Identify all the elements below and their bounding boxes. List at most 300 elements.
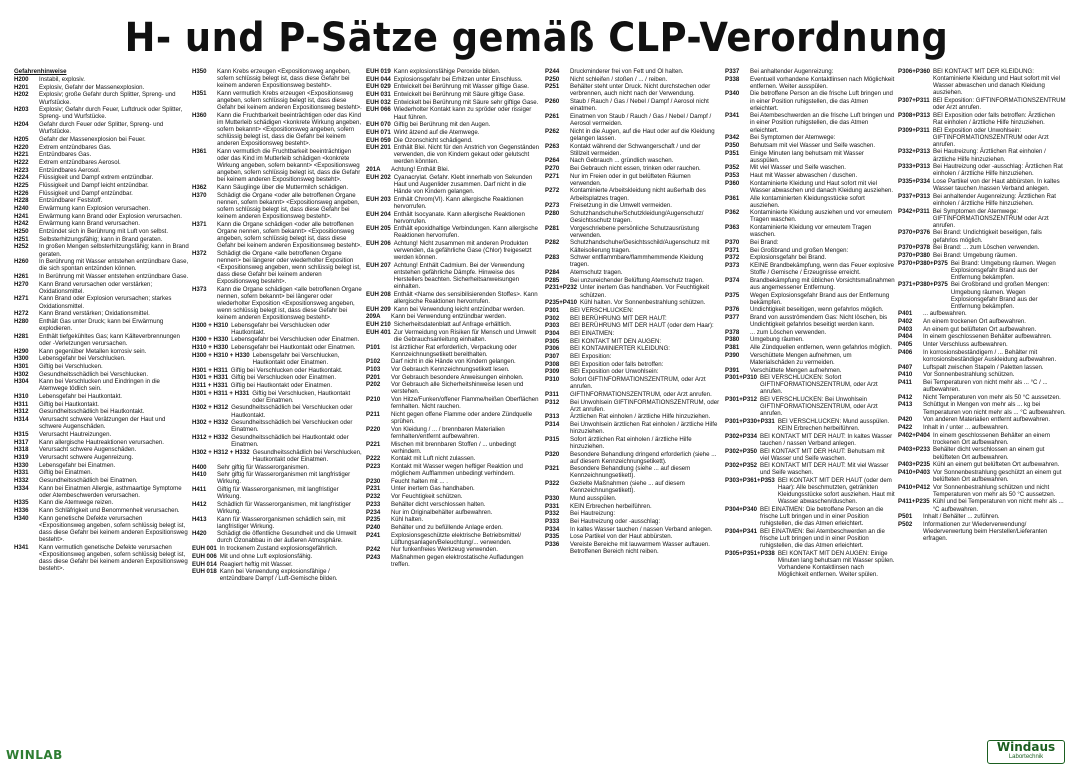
statement-code: P223 [366, 462, 381, 470]
statement-entry [14, 243, 189, 257]
statement-entry [14, 220, 189, 227]
statement-entry [545, 510, 721, 517]
statement-text: Mit viel Wasser und Seife waschen. [750, 164, 846, 172]
statement-code: P363 [725, 224, 740, 232]
statement-entry [192, 486, 362, 500]
statement-code: P335+P334 [898, 177, 931, 185]
statement-entry [192, 449, 362, 463]
statement-code: H340 [14, 514, 29, 522]
statement-code: EUH 044 [366, 75, 391, 83]
statement-entry [14, 84, 189, 91]
statement-code: P420 [898, 416, 913, 424]
statement-code: EUH 019 [366, 68, 391, 75]
statement-text: Bei Temperaturen von nicht mehr als ... °C / ... aufbewahren. [923, 379, 1048, 394]
statement-text: Achtung! Enthält Cadmium. Bei der Verwendung entstehen gefährliche Dämpfe. Hinweise des Herstellers beachten. Sicherheitsanweisungen einhalten. [393, 261, 525, 291]
statement-entry [192, 192, 362, 220]
statement-code: H200 [14, 76, 29, 84]
statement-entry [14, 273, 189, 280]
statement-text: Kann Schläfrigkeit und Benommenheit verursachen. [39, 507, 180, 515]
statement-text: Kann vermutlich Krebs erzeugen <Expositionsweg angeben, sofern schlüssig belegt ist, dass diese Gefahr bei keinem anderen Expositionsweg besteht>. [217, 89, 362, 112]
statement-text: Freisetzung in die Umwelt vermeiden. [570, 202, 672, 210]
statement-entry [545, 187, 721, 201]
statement-code: P501 [898, 513, 913, 521]
statement-code: P244 [545, 68, 560, 75]
statement-entry [14, 91, 189, 105]
statement-entry [545, 518, 721, 525]
statement-entry [192, 561, 362, 568]
statement-text: Alle Zündquellen entfernen, wenn gefahrlos möglich. [750, 344, 892, 352]
statement-code: P301+P310 [725, 374, 758, 382]
statement-code: P202 [366, 381, 381, 389]
statement-text: Vor Gebrauch alle Sicherheitshinweise lesen und verstehen. [391, 381, 524, 396]
statement-entry [898, 513, 1066, 520]
statement-code: H302 + H312 [192, 404, 229, 412]
statement-code: H226 [14, 189, 29, 197]
statement-entry [192, 471, 362, 485]
statement-code: P370+P380 [898, 251, 931, 259]
statement-text: Erwärmung kann Explosion verursachen. [39, 205, 151, 212]
statement-code: H304 [14, 378, 29, 386]
statement-code: P210 [366, 396, 381, 404]
statement-code: H300 + H330 [192, 336, 229, 344]
statement-text: Atemschutz tragen. [570, 269, 623, 277]
statement-text: Vor Sonnenbestrahlung schützen und nicht Temperaturen von mehr als 50 °C aussetzen. [933, 483, 1056, 498]
statement-code: P378 [725, 328, 740, 336]
statement-entry [366, 501, 541, 508]
statement-code: EUH 207 [366, 261, 391, 269]
statement-text: Giftig bei Berührung mit den Augen. [393, 121, 491, 129]
statement-entry [14, 174, 189, 181]
statement-text: Schüttgut in Mengen von mehr als ... kg bei Temperaturen von nicht mehr als ... °C aufbewahren. [923, 401, 1066, 416]
statement-entry [545, 202, 721, 209]
statement-entry [725, 247, 895, 254]
statement-text: BEI BERÜHRUNG MIT DER HAUT (oder dem Haar): [570, 322, 714, 330]
statement-text: BEI Exposition: [570, 353, 612, 360]
statement-code: P403+P233 [898, 446, 931, 454]
statement-entry [192, 404, 362, 418]
statement-code: P370+P376 [898, 229, 931, 237]
statement-code: P333+P313 [898, 163, 931, 171]
statement-entry [898, 349, 1066, 363]
statement-code: P405 [898, 341, 913, 349]
statement-entry [898, 112, 1066, 126]
statement-code: H361 [192, 147, 207, 155]
statement-code: P341 [725, 112, 740, 120]
statement-entry [725, 90, 895, 111]
statement-entry [366, 463, 541, 477]
statement-code: EUH 204 [366, 210, 391, 218]
statement-code: P260 [545, 98, 560, 106]
statement-entry [192, 553, 362, 560]
statement-text: Bei Brand: Umgebung räumen. [933, 251, 1018, 259]
statement-entry [725, 195, 895, 209]
statement-text: Explosionsgefahr bei Erhitzen unter Einschluss. [393, 75, 523, 83]
statement-entry [14, 348, 189, 355]
statement-entry [366, 493, 541, 500]
statement-text: Verursacht schwere Augenreizung. [39, 453, 134, 461]
statement-code: H334 [14, 484, 29, 492]
statement-entry [725, 448, 895, 462]
statement-entry [898, 333, 1066, 340]
statement-code: P314 [545, 421, 560, 428]
statement-code: H319 [14, 453, 29, 461]
statement-entry [725, 142, 895, 149]
statement-code: EUH 206 [366, 240, 391, 248]
statement-code: P235 [366, 516, 381, 524]
statement-code: EUH 210 [366, 321, 391, 329]
statement-code: H252 [14, 243, 29, 251]
statement-entry [366, 91, 541, 98]
statement-code: P334 [545, 525, 560, 533]
section-heading: Gefahrenhinweise [14, 68, 67, 75]
statement-code: H251 [14, 235, 29, 243]
statement-text: Entzündbares Aerosol. [39, 166, 101, 174]
statement-text: Kühl und bei Temperaturen von nicht mehr als ... °C aufbewahren. [932, 498, 1064, 513]
statement-entry [14, 236, 189, 243]
statement-code: H302 [14, 370, 29, 378]
statement-text: Flüssigkeit und Dampf leicht entzündbar. [39, 181, 149, 189]
statement-entry [545, 315, 721, 322]
statement-code: EUH 208 [366, 290, 391, 298]
statement-code: P380 [725, 336, 740, 344]
statement-entry [366, 68, 541, 75]
statement-code: P304+P341 [725, 528, 758, 535]
statement-entry [545, 503, 721, 510]
statement-entry [14, 121, 189, 135]
statement-code: H280 [14, 317, 29, 325]
statement-entry [725, 314, 895, 328]
statement-entry [366, 546, 541, 553]
statement-code: H271 [14, 295, 29, 303]
statement-text: Bei Brand: Umgebung räumen. Wegen Explosionsgefahr Brand aus der Entfernung bekämpfen. [950, 259, 1056, 281]
statement-text: BEI KONTAKT MIT DER HAUT: Behutsam mit viel Wasser und Seife waschen. [760, 447, 885, 462]
statement-text: Bei anhaltender Augenreizung: [750, 68, 834, 75]
statement-text: Wiederholter Kontakt kann zu spröder oder rissiger Haut führen. [393, 106, 532, 121]
statement-text: Sehr giftig für Wasserorganismen mit langfristiger Wirkung. [217, 471, 351, 486]
statement-text: Explosiv; große Gefahr durch Splitter, Spreng- und Wurfstücke. [39, 91, 176, 106]
statement-text: Nur im Freien oder in gut belüfteten Räumen verwenden. [570, 172, 691, 187]
statement-code: P303+P361+P353 [725, 477, 775, 485]
statement-code: H272 [14, 310, 29, 318]
statement-entry [14, 310, 189, 317]
statement-code: P222 [366, 455, 381, 463]
statement-code: EUH 014 [192, 560, 217, 568]
statement-entry [192, 68, 362, 89]
statement-text: Verschüttete Mengen aufnehmen, um Materialschäden zu vermeiden. [750, 351, 852, 366]
statement-text: Instabil, explosiv. [39, 76, 85, 84]
statement-code: P402+P404 [898, 431, 931, 439]
statement-text: Sofort GIFTINFORMATIONSZENTRUM, oder Arzt anrufen. [570, 376, 706, 391]
statement-text: Bei Unwohlsein GIFTINFORMATIONSZENTRUM, oder Arzt anrufen. [570, 398, 720, 413]
statement-text: Wirkt ätzend auf die Atemwege. [393, 128, 480, 136]
statement-text: Lebensgefahr bei Verschlucken oder Hautkontakt. [231, 321, 331, 336]
statement-text: Schwer entflammbare/flammhemmende Kleidung tragen. [570, 254, 704, 269]
statement-entry [14, 499, 189, 506]
statement-text: Lose Partikel von der Haut abbürsten. In kaltes Wasser tauchen /nassen Verband anlegen. [933, 177, 1060, 193]
statement-code: P410+P412 [898, 483, 931, 491]
statement-code: H301 + H311 [192, 366, 228, 374]
statement-entry [725, 367, 895, 374]
statement-entry [545, 465, 721, 479]
statement-code: P411 [898, 379, 912, 386]
statement-text: BEI Exposition oder Unwohlsein: [570, 368, 659, 376]
statement-code: H341 [14, 543, 29, 551]
statement-code: P307+P311 [898, 96, 930, 104]
statement-text: Enthält tiefgekühltes Gas; kann Kälteverbrennungen oder -Verletzungen verursachen. [39, 332, 180, 347]
statement-code: P502 [898, 520, 913, 528]
statement-entry [192, 545, 362, 552]
statement-text: Haut mit Wasser abwaschen / duschen. [750, 172, 858, 180]
statement-code: EUH 032 [366, 98, 391, 106]
statement-text: Behutsam mit viel Wasser und Seife waschen. [750, 141, 876, 149]
statement-entry [14, 281, 189, 295]
statement-text: Entwickelt bei Berührung mit Säure giftige Gase. [393, 91, 525, 99]
statement-entry [366, 99, 541, 106]
statement-code: P308 [545, 360, 560, 368]
statement-text: Lebensgefahr bei Verschlucken oder Einatmen. [231, 336, 360, 344]
statement-text: Bei Symptomen der Atemwege: [750, 134, 836, 142]
statement-code: H318 [14, 446, 29, 454]
statement-entry [725, 134, 895, 141]
statement-text: Giftig bei Verschlucken oder Einatmen. [231, 374, 337, 382]
statement-text: Enthält <Name des sensibilisierenden Stoffes>. Kann allergische Reaktionen hervorrufen. [393, 290, 538, 305]
statement-text: Extrem entzündbares Aerosol. [39, 158, 121, 166]
statement-entry [898, 484, 1066, 498]
statement-code: H224 [14, 174, 29, 182]
statement-entry [14, 462, 189, 469]
statement-text: KEINE Brandbekämpfung, wenn das Feuer explosive Stoffe / Gemische / Erzeugnisse erreicht. [750, 261, 894, 277]
statement-code: P370+P378 [898, 244, 931, 252]
statement-text: In einem geschlossenen Behälter aufbewahren. [923, 333, 1052, 341]
statement-entry [545, 533, 721, 540]
statement-code: P340 [725, 90, 740, 98]
statement-entry [14, 205, 189, 212]
statement-entry [366, 174, 541, 195]
statement-text: Brandbekämpfung mit üblichen Vorsichtsmaßnahmen aus angemessener Entfernung. [750, 276, 895, 291]
statement-entry [898, 326, 1066, 333]
statement-text: Die betroffene Person an die frische Luft bringen und in einer Position ruhigstellen, die das Atmen erleichtert. [750, 90, 893, 112]
statement-entry [366, 485, 541, 492]
statement-code: EUH 031 [366, 91, 391, 99]
statement-entry [545, 330, 721, 337]
statement-code: P309 [545, 368, 560, 376]
statement-text: Enthält Gas unter Druck; kann bei Erwärmung explodieren. [39, 317, 164, 333]
statement-text: ... aufbewahren. [923, 310, 967, 318]
statement-entry [192, 501, 362, 515]
statement-text: Entzündet sich in Berührung mit Luft von selbst. [39, 228, 169, 236]
statement-text: Kann vermutlich die Fruchtbarkeit beeinträchtigen oder das Kind im Mutterleib schädigen <konkrete Wirkung angeben, sofern bekannt> <Expositionsweg angeben, sofern schlüssig belegt ist, dass die Gefahr bei keinem anderen Expositionsweg besteht>. [217, 147, 361, 184]
statement-text: BEI VERSCHLUCKEN: Mund ausspülen. KEIN Erbrechen herbeiführen. [777, 418, 890, 433]
statement-entry [366, 240, 541, 261]
statement-code: H302 + H312 + H332 [192, 448, 250, 456]
statement-code: P350 [725, 141, 740, 149]
statement-code: EUH 070 [366, 121, 391, 129]
statements-columns [14, 68, 1066, 748]
statement-text: Sofort ärztlichen Rat einholen / ärztliche Hilfe hinzuziehen. [570, 435, 692, 450]
statement-code: P402 [898, 318, 913, 326]
statement-code: P264 [545, 157, 560, 165]
statement-entry [14, 295, 189, 309]
statement-text: Cyanacrylat. Gefahr. Klebt innerhalb von Sekunden Haut und Augenlider zusammen. Darf nicht in die Hände von Kindern gelangen. [393, 173, 533, 196]
statement-text: Lebensgefahr bei Einatmen. [39, 461, 116, 469]
statement-entry [14, 485, 189, 499]
statement-entry [545, 284, 721, 298]
statement-entry [545, 495, 721, 502]
statement-text: Nach Gebrauch ... gründlich waschen. [570, 157, 674, 165]
statement-text: Unter Verschluss aufbewahren. [923, 341, 1008, 349]
statement-entry [725, 239, 895, 246]
statement-code: P310 [545, 376, 560, 384]
statement-code: H330 [14, 461, 29, 469]
statement-entry [366, 121, 541, 128]
statement-text: Vor Sonnenbestrahlung geschützt an einem gut belüfteten Ort aufbewahren. [933, 468, 1062, 483]
statement-code: P321 [545, 465, 560, 473]
statement-text: Gesundheitsschädlich bei Verschlucken oder Hautkontakt. [231, 404, 353, 419]
statement-code: P273 [545, 202, 560, 210]
statement-entry [366, 129, 541, 136]
statement-code: P282 [545, 239, 560, 247]
column-5 [725, 68, 895, 748]
statement-text: Giftig bei Hautkontakt oder Einatmen. [230, 381, 333, 389]
statement-code: P302 [545, 314, 560, 322]
statement-entry [898, 424, 1066, 431]
statement-code: P335 [545, 533, 560, 541]
statement-entry [192, 434, 362, 448]
statement-code: P332+P313 [898, 148, 931, 156]
statement-entry [192, 568, 362, 582]
statement-text: Druckminderer frei von Fett und Öl halten. [570, 68, 684, 75]
statement-text: Schädlich für Wasserorganismen, mit langfristiger Wirkung. [217, 500, 351, 515]
statement-text: Enthält Blei. Nicht für den Anstrich von Gegenständen verwenden, die von Kindern gekaut oder gelutscht werden könnten. [393, 144, 540, 166]
statement-entry [898, 178, 1066, 192]
statement-code: P103 [366, 366, 381, 373]
statement-text: Kann die Organe schädigen <oder alle betroffenen Organe nennen, sofern bekannt> <Expositionsweg angeben, sofern schlüssig belegt ist, dass diese Gefahr bei keinem anderen Expositionsweg besteht>. [217, 220, 362, 249]
statement-entry [725, 306, 895, 313]
statement-entry [898, 432, 1066, 446]
statement-text: Vereiste Bereiche mit lauwarmem Wasser auftauen. Betroffenen Bereich nicht reiben. [570, 541, 710, 556]
statement-text: Nicht in die Augen, auf die Haut oder auf die Kleidung gelangen lassen. [570, 127, 715, 142]
statement-text: BEI VERSCHLUCKEN: [570, 306, 634, 314]
statement-entry [725, 528, 895, 549]
statement-code: H223 [14, 166, 29, 174]
statement-code: P407 [898, 363, 913, 371]
statement-text: Vor Sonnenbestrahlung schützen. [923, 371, 1015, 379]
statement-text: Kann die Organe schädigen <alle betroffenen Organe nennen, sofern bekannt> bei längerer oder wiederholter Exposition <Expositionsweg angeben, wenn schlüssig belegt ist, dass diese Gefahr bei keinem anderen Expositionsweg besteht>. [217, 285, 362, 321]
statement-entry [898, 208, 1066, 229]
statement-entry [545, 399, 721, 413]
statement-code: P306+P360 [898, 68, 931, 75]
statement-entry [898, 244, 1066, 251]
statement-entry [898, 446, 1066, 460]
column-3 [366, 68, 541, 748]
statement-code: P285 [545, 276, 560, 284]
statement-code: H240 [14, 205, 29, 212]
statement-text: Giftig bei Verschlucken, Hautkontakt oder Einatmen. [252, 389, 351, 404]
statement-entry [898, 252, 1066, 259]
statement-code: H310 [14, 393, 29, 401]
statement-entry [898, 148, 1066, 162]
statement-text: Bei Hautreizung: Ärztlichen Rat einholen / ärztliche Hilfe hinzuziehen. [933, 148, 1046, 163]
statement-entry [366, 321, 541, 328]
statement-entry [725, 374, 895, 395]
statement-text: Einatmen von Staub / Rauch / Gas / Nebel / Dampf / Aerosol vermeiden. [570, 112, 712, 128]
statement-entry [14, 378, 189, 392]
statement-code: P201 [366, 373, 381, 381]
statement-code: H411 [192, 486, 207, 493]
statement-text: Bei Atembeschwerden an die frische Luft bringen und in einer Position ruhigstellen, die das Atmen erleichtert. [750, 112, 895, 134]
statement-code: P242 [366, 546, 381, 554]
statement-text: Kühl an einem gut belüfteten Ort aufbewahren. [933, 461, 1060, 469]
statement-text: Brand von ausströmendem Gas: Nicht löschen, bis Undichtigkeit gefahrlos beseitigt werden kann. [750, 313, 888, 329]
statement-entry [725, 112, 895, 133]
statement-code: P270 [545, 164, 560, 172]
statement-text: Mund ausspülen. [570, 494, 617, 502]
statement-entry [545, 322, 721, 329]
statement-code: P370+P380+P375 [898, 259, 948, 267]
statement-code: P231 [366, 485, 381, 493]
statement-text: Verursacht schwere Verätzungen der Haut und schwere Augenschäden. [39, 416, 166, 431]
statement-entry [366, 166, 541, 173]
statement-entry [545, 68, 721, 75]
statement-text: Erwärmung kann Brand oder Explosion verursachen. [39, 212, 182, 220]
statement-code: P353 [725, 172, 740, 180]
windaus-logo-name: Windaus [996, 740, 1056, 754]
statement-text: Flüssigkeit und Dampf extrem entzündbar. [39, 174, 154, 182]
statement-text: Gesundheitsschädlich bei Verschlucken, Hautkontakt oder Einatmen. [252, 448, 362, 463]
statement-entry [898, 371, 1066, 378]
statement-entry [366, 554, 541, 568]
statement-entry [14, 446, 189, 453]
statement-code: P360 [725, 179, 740, 187]
statement-code: P280 [545, 209, 560, 217]
statement-code: P284 [545, 269, 560, 277]
statement-code: EUH 401 [366, 328, 391, 336]
statement-code: EUH 001 [192, 545, 217, 553]
statement-code: H203 [14, 106, 29, 114]
statement-text: Kann für Wasserorganismen schädlich sein, mit langfristiger Wirkung. [217, 515, 346, 530]
statement-text: Enthält Isocyanate. Kann allergische Reaktionen hervorrufen. [393, 210, 525, 225]
statement-text: Nicht Temperaturen von mehr als 50 °C aussetzen. [923, 393, 1061, 401]
statement-text: Entwickelt bei Berührung mit Wasser giftige Gase. [393, 83, 529, 91]
statement-code: P337 [725, 68, 740, 75]
statement-entry [14, 318, 189, 332]
statement-code: P102 [366, 358, 381, 366]
statement-text: Kann die Atemwege reizen. [39, 499, 114, 507]
statement-code: EUH 201 [366, 144, 391, 152]
statement-entry [545, 277, 721, 284]
statement-entry [366, 516, 541, 523]
statement-entry [192, 286, 362, 321]
statement-entry [14, 197, 189, 204]
statement-entry [14, 408, 189, 415]
statement-code: P220 [366, 425, 381, 433]
statement-entry [725, 150, 895, 164]
statement-code: H301 [14, 362, 29, 370]
statement-code: P361 [725, 194, 740, 202]
page-title: H- und P-Sätze gemäß CLP-Verordnung [124, 15, 949, 61]
statement-text: Bei Großbrand und großen Mengen: Umgebung räumen. Wegen Explosionsgefahr Brand aus der Entfernung bekämpfen. [950, 281, 1050, 310]
column-4 [545, 68, 721, 748]
statement-entry [725, 433, 895, 447]
column-2 [192, 68, 362, 748]
statement-entry [366, 478, 541, 485]
statement-text: Flüssigkeit und Dampf entzündbar. [39, 189, 133, 197]
statement-entry [898, 461, 1066, 468]
statement-entry [725, 344, 895, 351]
statement-entry [366, 225, 541, 239]
statement-entry [898, 364, 1066, 371]
statement-code: H290 [14, 347, 29, 355]
